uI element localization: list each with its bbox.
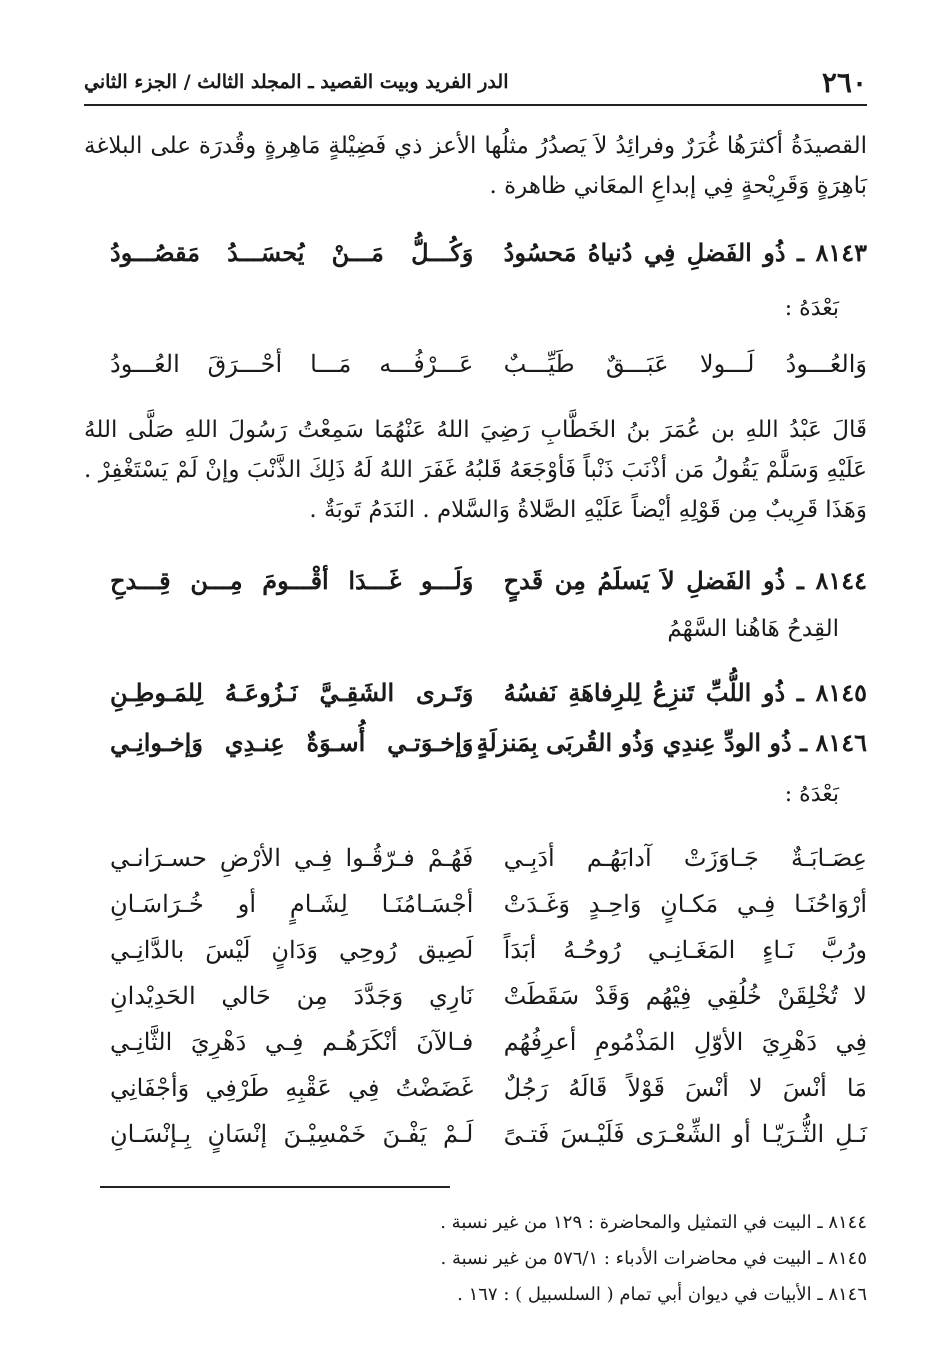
stanza-verse xyxy=(110,928,867,972)
verse-8144 xyxy=(110,558,867,602)
verse-second-hemistich: لَصِيق رُوحِي وَدَانٍ لَيْسَ بالدَّانِـي xyxy=(110,936,474,964)
verse-first-hemistich: ورُبَّ نَـاءٍ المَغَـانِـي رُوحُـهُ أبَدَاً xyxy=(503,936,867,964)
verse-first-hemistich: ٨١٤٦ ـ ذُو الودِّ عِندِي وَذُو القُربَى بِمَنزلَةٍ xyxy=(476,727,867,757)
verse-second-hemistich: غَضَضْتُ فِي عَقْبِهِ طَرْفِي وَأجْفَانِي xyxy=(110,1074,474,1102)
intro-line: القصيدَةُ أكثرَهُا غُرَرٌ وفرائِدُ لاَ يَصدُرُ مثلُها الأعز ذي فَضِيْلةٍ مَاهِرةٍ وقُدرَة على البلاغة xyxy=(84,133,867,159)
verse-8143 xyxy=(110,230,867,274)
intro-paragraph xyxy=(84,126,867,206)
intro-line: بَاهِرَةٍ وَقَرِيْحةٍ فِي إبداعِ المعَاني ظاهرة . xyxy=(489,173,867,199)
stanza-verse xyxy=(110,836,867,880)
stanza-verse xyxy=(110,1112,867,1156)
verse-second-hemistich: نَارِي وَجَدَّدَ مِن حَالي الحَدِيْدانِ xyxy=(110,982,474,1010)
verse-first-hemistich: نَـلِ الثُّـرَيّـا أو الشِّعْـرَى فَلَيْـسَ فَتـىً xyxy=(503,1120,867,1148)
verse-first-hemistich: أرْوَاحُنَـا فِـي مَكـانٍ وَاحِـدٍ وَغَـدَتْ xyxy=(503,890,867,918)
verse-second-hemistich: لَـمْ يَفْـنَ خَمْسِيْـنَ إنْسَانٍ بِـإنْسَـانِ xyxy=(110,1120,474,1148)
hadith-paragraph xyxy=(84,410,867,530)
verse-first-hemistich: لا تُخْلِقَنْ خُلُقِي فِيْهُم وَقَدْ سَقَطَتْ xyxy=(503,982,867,1010)
stanza-verse xyxy=(110,974,867,1018)
verse-first-hemistich: فِي دَهْرِيَ الأوّلِ المَذْمُومِ أعرِفُهُم xyxy=(503,1028,867,1056)
page-header xyxy=(84,60,867,106)
verse-first-hemistich: ٨١٤٤ ـ ذُو الفَضلِ لاَ يَسلَمُ مِن قَدحٍ xyxy=(503,565,867,595)
verse-second-hemistich: وَإخـوَتـي أُسـوَةٌ عِنـدِي وَإخـوانِـي xyxy=(110,727,474,757)
verse-first-hemistich: وَالعُـــودُ لَـــولا عَبَـــقٌ طَيِّـــبٌ xyxy=(503,350,867,378)
verse-first-hemistich: عِصَـابَـةٌ جَـاوَزَتْ آدابَهُـم أدَبِـي xyxy=(503,844,867,872)
verse-8146 xyxy=(110,720,867,764)
stanza-verse xyxy=(110,882,867,926)
footnote: ٨١٤٥ ـ البيت في محاضرات الأدباء : ٥٧٦/١ من غير نسبة . xyxy=(440,1248,867,1269)
section-label: بَعْدَهُ : xyxy=(784,782,839,807)
hadith-line: قَالَ عَبْدُ اللهِ بن عُمَرَ بنُ الخَطَّابِ رَضِيَ اللهُ عَنْهُمَا سَمِعْتُ رَسُولَ اللهِ صَلَّى اللهُ xyxy=(84,417,867,443)
verse-first-hemistich: مَا أنْسَ لا أنْسَ قَوْلاً قَالَهُ رَجُلٌ xyxy=(503,1074,867,1102)
footnote: ٨١٤٦ ـ الأبيات في ديوان أبي تمام ( السلسبيل ) : ١٦٧ . xyxy=(457,1284,867,1305)
verse-second-hemistich: وَتَـرى الشَقِـيَّ نَـزُوعَـهُ لِلمَـوطِـنِ xyxy=(110,677,474,707)
stanza-verse xyxy=(110,1066,867,1110)
verse-8145 xyxy=(110,670,867,714)
footnote-separator xyxy=(100,1186,450,1188)
verse-second-hemistich: فـالآنَ أنْكَرَهُـم فِـي دَهْرِيَ الثَّانِـي xyxy=(110,1028,474,1056)
section-label: بَعْدَهُ : xyxy=(784,296,839,321)
hadith-line: وَهَذَا قَرِيبٌ مِن قَوْلِهِ أيْضاً عَلَيْهِ الصَّلاةُ وَالسَّلام . النَدَمُ تَوبَةٌ . xyxy=(309,497,867,523)
hadith-line: عَلَيْهِ وَسَلَّمْ يَقُولُ مَن أذْنَبَ ذَنْباً فَأوْجَعَهُ قَلبُهُ غَفَرَ اللهُ لَهُ ذَلِكَ الذَّنْبَ وإنْ لَمْ يَسْتَغْفِرْ . xyxy=(84,457,867,483)
footnote: ٨١٤٤ ـ البيت في التمثيل والمحاضرة : ١٢٩ من غير نسبة . xyxy=(440,1212,867,1233)
verse-first-hemistich: ٨١٤٥ ـ ذُو اللُّبِّ تَنزِعُ لِلرِفاهَةِ نَفسُهُ xyxy=(503,677,867,707)
page-number: ٢٦٠ xyxy=(821,65,867,99)
verse-after-8143 xyxy=(110,342,867,386)
running-title: الدر الفريد وبيت القصيد ـ المجلد الثالث / الجزء الثاني xyxy=(84,71,509,93)
verse-second-hemistich: عَـــرْفُـــه مَـــا أحْـــرَقَ العُـــودُ xyxy=(110,350,474,378)
verse-second-hemistich: وَكُـــلُّ مَـــنْ يُحسَـــدُ مَقصُـــودُ xyxy=(110,237,474,267)
verse-second-hemistich: أجْسَـامُنَـا لِشَـامٍ أو خُـرَاسَـانِ xyxy=(110,890,474,918)
stanza-verse xyxy=(110,1020,867,1064)
verse-second-hemistich: وَلَـــو غَـــدَا أقْـــومَ مِـــن قِـــدحِ xyxy=(110,565,474,595)
gloss-8144: القِدحُ هَاهُنا السَّهْمُ xyxy=(667,616,839,642)
verse-first-hemistich: ٨١٤٣ ـ ذُو الفَضلِ فِي دُنياهُ مَحسُودُ xyxy=(503,237,867,267)
verse-second-hemistich: فَهُـمْ فـرّقُـوا فِـي الأرْضِ حسـرَانـي xyxy=(110,844,474,872)
